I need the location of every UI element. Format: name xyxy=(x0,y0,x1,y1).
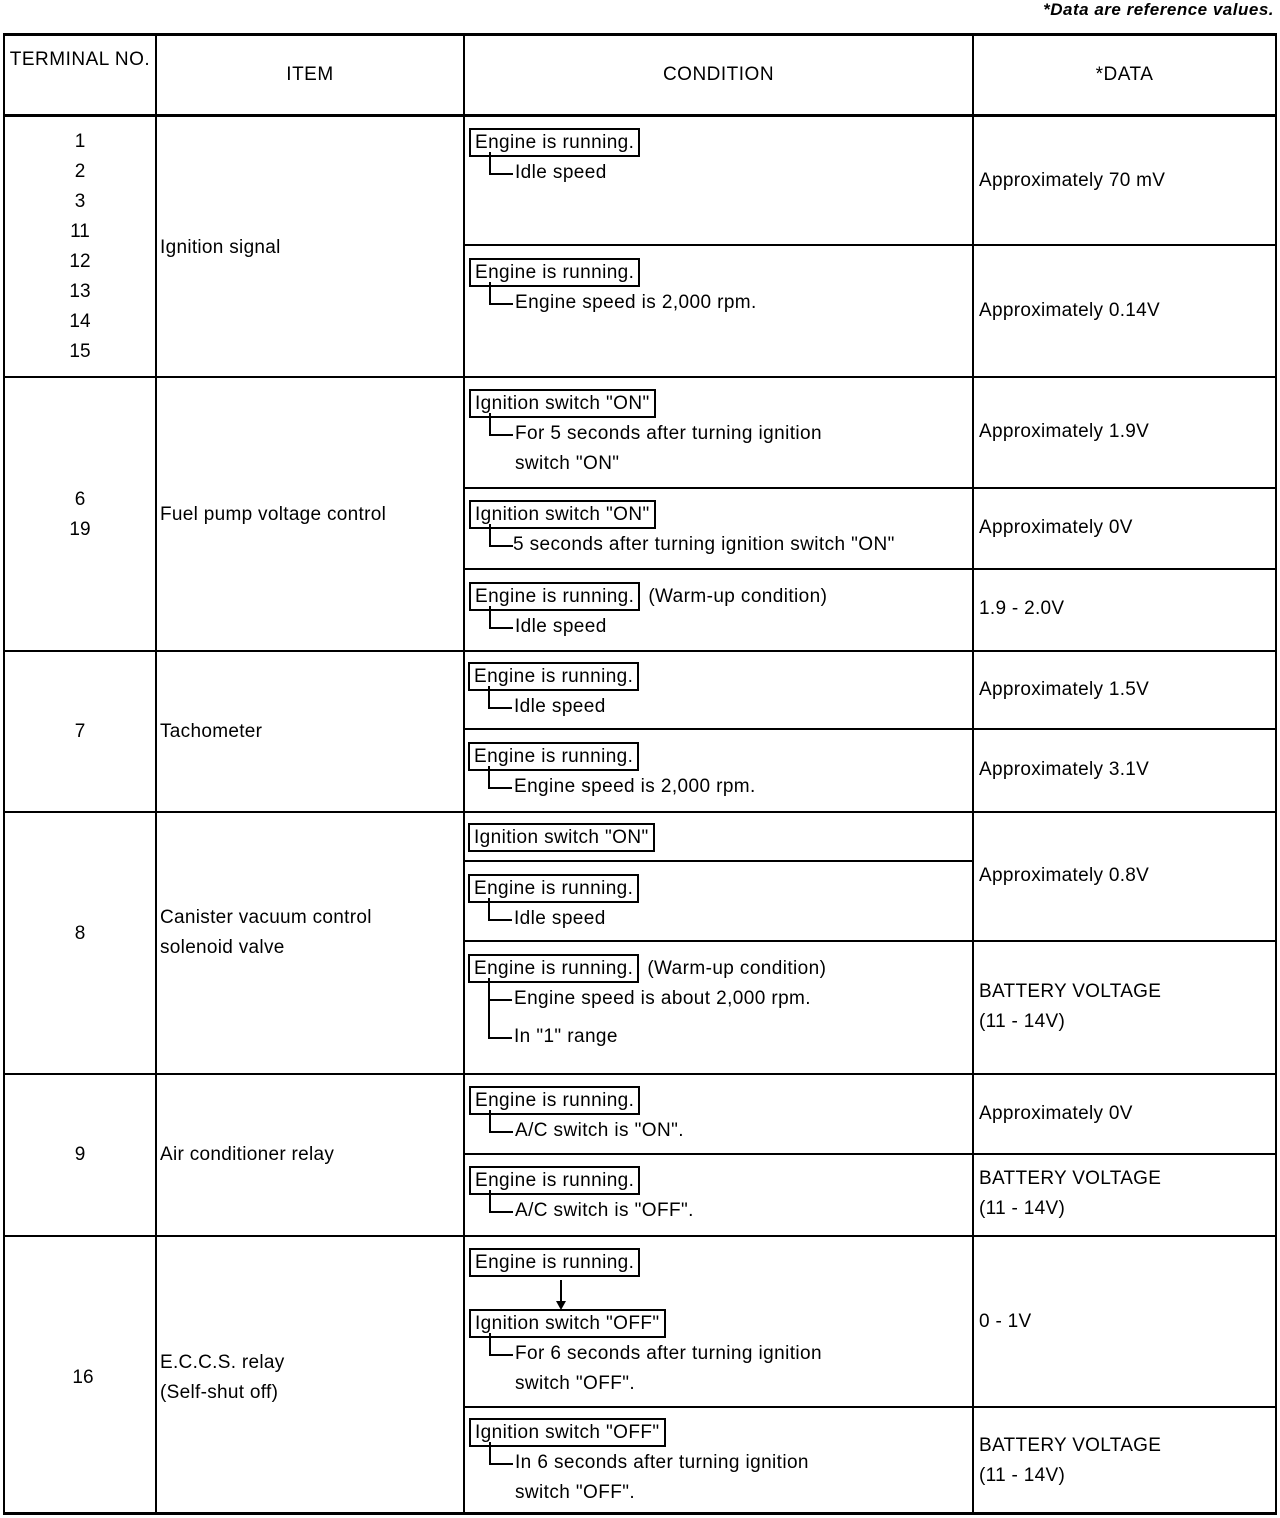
header-item: ITEM xyxy=(286,64,334,85)
flow-arrow-line xyxy=(560,1280,562,1302)
condition-box: Engine is running. xyxy=(469,128,640,157)
condition-block xyxy=(469,1248,640,1278)
condition-note: (Warm-up condition) xyxy=(648,586,828,607)
data-value-line: BATTERY VOLTAGE xyxy=(979,1435,1162,1456)
condition-box: Ignition switch "ON" xyxy=(469,389,656,418)
condition-sub: In "1" range xyxy=(468,1022,826,1052)
condition-box: Engine is running. xyxy=(469,1086,640,1115)
condition-sub: Idle speed xyxy=(469,158,640,188)
item-label-line: Canister vacuum control xyxy=(160,907,372,928)
data-value-line: BATTERY VOLTAGE xyxy=(979,981,1162,1002)
row-divider xyxy=(3,811,1277,813)
data-value: Approximately 1.5V xyxy=(979,679,1150,700)
terminal-numbers xyxy=(5,127,155,367)
item-label: Fuel pump voltage control xyxy=(160,504,387,525)
header-data: *DATA xyxy=(1095,64,1154,85)
condition-box: Engine is running. xyxy=(469,258,640,287)
item-label: Tachometer xyxy=(160,721,263,742)
item-label: Ignition signal xyxy=(160,237,281,258)
condition-block xyxy=(469,128,640,188)
condition-block xyxy=(469,258,757,318)
condition-sub: Engine speed is about 2,000 rpm. xyxy=(468,984,826,1014)
condition-block xyxy=(469,1086,684,1146)
terminal-number: 9 xyxy=(74,1144,86,1165)
condition-sub: Idle speed xyxy=(468,904,639,934)
col-border xyxy=(972,33,974,1515)
data-value-line: BATTERY VOLTAGE xyxy=(979,1168,1162,1189)
data-value: 1.9 - 2.0V xyxy=(979,598,1065,619)
item-label-line: (Self-shut off) xyxy=(160,1382,279,1403)
table-bottom-border xyxy=(3,1512,1277,1515)
condition-sub: A/C switch is "OFF". xyxy=(469,1196,694,1226)
subrow-divider xyxy=(464,940,1277,942)
condition-block xyxy=(469,1418,809,1508)
item-label-line: solenoid valve xyxy=(160,937,285,958)
condition-sub: Engine speed is 2,000 rpm. xyxy=(469,288,757,318)
condition-sub: For 5 seconds after turning ignition xyxy=(469,419,822,449)
reference-note: *Data are reference values. xyxy=(1043,0,1274,19)
subrow-divider xyxy=(464,1153,1277,1155)
condition-block xyxy=(468,954,826,1052)
row-divider xyxy=(3,650,1277,652)
condition-sub: Idle speed xyxy=(468,692,639,722)
condition-sub: In 6 seconds after turning ignition xyxy=(469,1448,809,1478)
header-terminal-no: TERMINAL NO. xyxy=(9,49,151,70)
terminal-numbers xyxy=(5,919,155,949)
terminal-numbers xyxy=(5,717,155,747)
condition-block xyxy=(469,500,895,560)
condition-box: Engine is running. xyxy=(468,662,639,691)
data-value-line: (11 - 14V) xyxy=(979,1465,1066,1486)
terminal-number: 16 xyxy=(72,1367,94,1388)
condition-box: Engine is running. xyxy=(468,742,639,771)
condition-box: Engine is running. xyxy=(468,874,639,903)
condition-box: Ignition switch "ON" xyxy=(469,500,656,529)
condition-note: (Warm-up condition) xyxy=(647,958,827,979)
condition-sub: switch "ON" xyxy=(515,453,620,474)
terminal-number: 13 xyxy=(69,281,91,302)
col-border-right xyxy=(1275,33,1277,1515)
condition-block xyxy=(468,742,756,802)
condition-box: Engine is running. xyxy=(469,1248,640,1277)
condition-sub: switch "OFF". xyxy=(515,1373,636,1394)
data-value: Approximately 1.9V xyxy=(979,421,1150,442)
condition-sub: For 6 seconds after turning ignition xyxy=(469,1339,822,1369)
terminal-number: 8 xyxy=(74,923,86,944)
row-divider xyxy=(3,1073,1277,1075)
data-value-line: (11 - 14V) xyxy=(979,1011,1066,1032)
condition-box: Ignition switch "ON" xyxy=(468,823,655,852)
terminal-number: 14 xyxy=(69,311,91,332)
subrow-divider xyxy=(464,487,1277,489)
terminal-number: 15 xyxy=(69,341,91,362)
subrow-divider xyxy=(464,244,1277,246)
col-border xyxy=(155,33,157,1515)
row-divider xyxy=(3,376,1277,378)
condition-block xyxy=(468,823,655,853)
terminal-numbers xyxy=(5,485,155,545)
terminal-number: 1 xyxy=(74,131,86,152)
condition-sub: 5 seconds after turning ignition switch "ON" xyxy=(469,530,895,560)
header-bottom-border xyxy=(3,114,1277,117)
condition-sub: Idle speed xyxy=(469,612,827,642)
header-condition: CONDITION xyxy=(662,64,775,85)
row-divider xyxy=(3,1235,1277,1237)
terminal-number: 11 xyxy=(70,221,90,242)
condition-block xyxy=(469,1309,822,1399)
condition-box: Engine is running. xyxy=(469,582,640,611)
condition-block xyxy=(469,1166,694,1226)
condition-sub: Engine speed is 2,000 rpm. xyxy=(468,772,756,802)
subrow-divider xyxy=(464,860,974,862)
condition-sub: switch "OFF". xyxy=(515,1482,636,1503)
item-label-line: E.C.C.S. relay xyxy=(160,1352,285,1373)
condition-box: Engine is running. xyxy=(468,954,639,983)
subrow-divider xyxy=(464,728,1277,730)
condition-sub: A/C switch is "ON". xyxy=(469,1116,684,1146)
col-border xyxy=(463,33,465,1515)
condition-block xyxy=(468,662,639,722)
table-top-border xyxy=(3,33,1277,36)
terminal-number: 2 xyxy=(74,161,86,182)
data-value: 0 - 1V xyxy=(979,1311,1032,1332)
terminal-number: 19 xyxy=(69,519,91,540)
terminal-number: 6 xyxy=(74,489,86,510)
terminal-number: 7 xyxy=(74,721,86,742)
terminal-number: 12 xyxy=(69,251,91,272)
data-value: Approximately 70 mV xyxy=(979,170,1166,191)
subrow-divider xyxy=(464,1406,1277,1408)
data-value: Approximately 0.8V xyxy=(979,865,1150,886)
data-value: Approximately 0V xyxy=(979,517,1133,538)
terminal-numbers xyxy=(5,1140,155,1170)
condition-box: Ignition switch "OFF" xyxy=(469,1309,666,1338)
item-label: Air conditioner relay xyxy=(160,1144,335,1165)
data-value: Approximately 3.1V xyxy=(979,759,1150,780)
subrow-divider xyxy=(464,568,1277,570)
data-value: Approximately 0V xyxy=(979,1103,1133,1124)
condition-box: Ignition switch "OFF" xyxy=(469,1418,666,1447)
terminal-number: 3 xyxy=(74,191,86,212)
condition-block xyxy=(469,389,822,479)
condition-box: Engine is running. xyxy=(469,1166,640,1195)
data-value: Approximately 0.14V xyxy=(979,300,1161,321)
terminal-numbers xyxy=(8,1363,158,1393)
condition-block xyxy=(468,874,639,934)
data-value-line: (11 - 14V) xyxy=(979,1198,1066,1219)
condition-block xyxy=(469,582,827,642)
